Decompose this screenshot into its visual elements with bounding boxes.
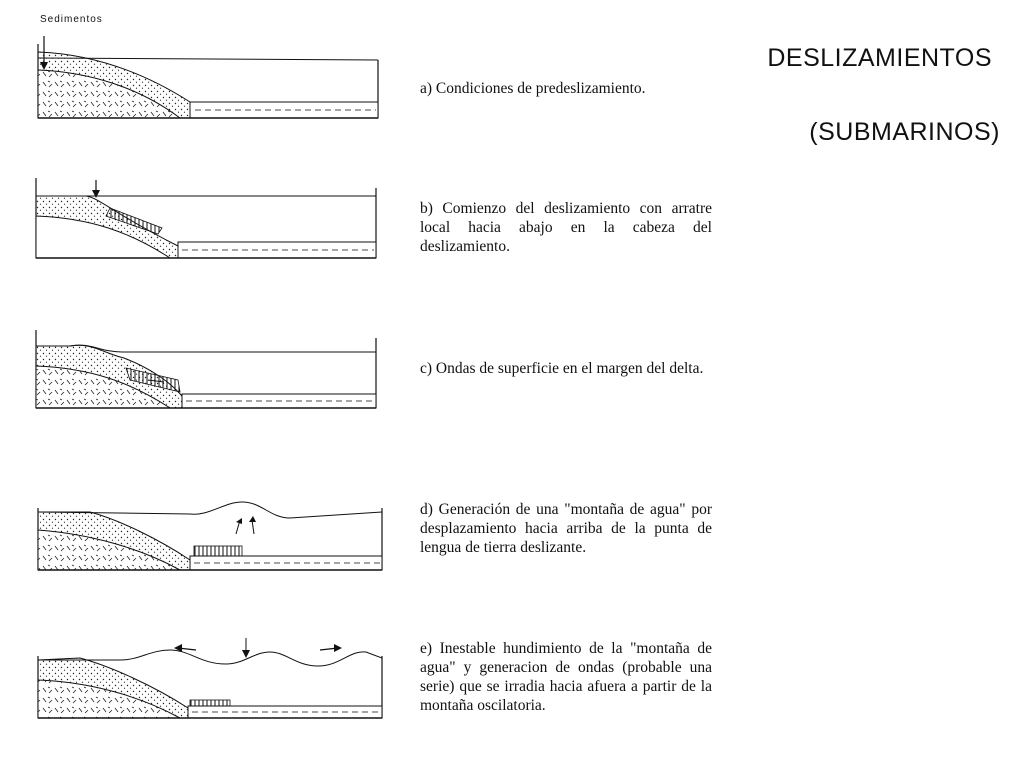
caption-stage-b: b) Comienzo del deslizamiento con arratre local hacia abajo en la cabeza del deslizamiento. [420, 200, 712, 255]
diagram-stage-e [30, 636, 386, 722]
caption-stage-c: c) Ondas de superficie en el margen del delta. [420, 360, 704, 377]
caption-stage-e: e) Inestable hundimiento de la "montaña de agua" y generacion de ondas (probable una serie) que se irradia hacia afuera a partir de la montaña oscilatoria. [420, 640, 712, 714]
diagram-stage-b [30, 176, 386, 262]
caption-stage-a: a) Condiciones de predeslizamiento. [420, 80, 646, 97]
diagram-stage-c [30, 328, 386, 412]
diagram-stage-d [30, 494, 386, 574]
slide-subtitle: (SUBMARINOS) [809, 118, 1000, 146]
sediment-label: Sedimentos [40, 14, 103, 25]
slide-title: DESLIZAMIENTOS [767, 44, 992, 72]
diagram-stage-a [30, 30, 386, 122]
caption-stage-d: d) Generación de una "montaña de agua" por desplazamiento hacia arriba de la punta de lengua de tierra deslizante. [420, 501, 712, 556]
